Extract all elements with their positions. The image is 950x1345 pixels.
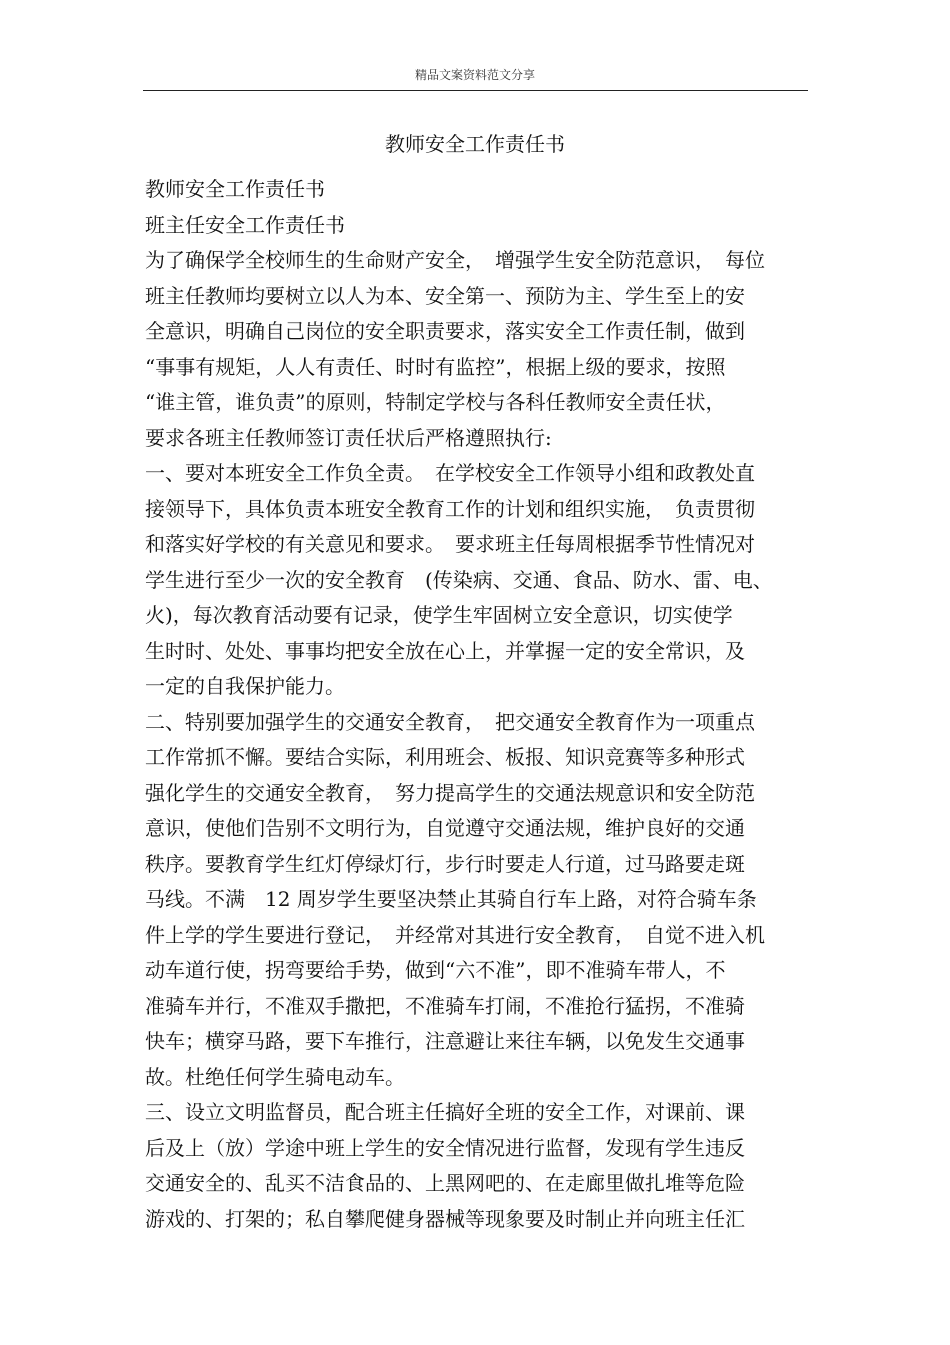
body-line: 全意识，明确自己岗位的安全职责要求，落实安全工作责任制，做到 xyxy=(145,319,745,343)
body-line: 学生进行至少一次的安全教育 (传染病、交通、食品、防水、雷、电、 xyxy=(145,567,773,592)
body-line: “事事有规矩，人人有责任、时时有监控”，根据上级的要求，按照 xyxy=(145,354,726,379)
document-title: 教师安全工作责任书 xyxy=(385,132,565,156)
body-line: 工作常抓不懈。要结合实际，利用班会、板报、知识竞赛等多种形式 xyxy=(145,745,745,769)
body-line: 接领导下，具体负责本班安全教育工作的计划和组织实施， 负责贯彻 xyxy=(145,496,755,521)
header-divider xyxy=(143,90,808,91)
body-line: 件上学的学生要进行登记， 并经常对其进行安全教育， 自觉不进入机 xyxy=(145,922,765,947)
body-line: 交通安全的、乱买不洁食品的、上黑网吧的、在走廊里做扎堆等危险 xyxy=(145,1171,745,1195)
body-line: 要求各班主任教师签订责任状后严格遵照执行: xyxy=(145,425,552,450)
body-line: 三、设立文明监督员，配合班主任搞好全班的安全工作，对课前、课 xyxy=(145,1100,745,1124)
body-line: 动车道行使，拐弯要给手势，做到“六不准”，即不准骑车带人，不 xyxy=(145,958,726,982)
body-line: 准骑车并行，不准双手撒把，不准骑车打闹，不准抢行猛拐，不准骑 xyxy=(145,993,745,1018)
document-body xyxy=(145,172,810,1237)
body-line: 一、要对本班安全工作负全责。 在学校安全工作领导小组和政教处直 xyxy=(145,461,755,485)
body-line: 和落实好学校的有关意见和要求。 要求班主任每周根据季节性情况对 xyxy=(145,532,755,556)
body-line: 生时时、处处、事事均把安全放在心上，并掌握一定的安全常识，及 xyxy=(145,638,745,663)
body-line: 为了确保学全校师生的生命财产安全， 增强学生安全防范意识， 每位 xyxy=(145,248,765,272)
body-line: “谁主管，谁负责”的原则，特制定学校与各科任教师安全责任状， xyxy=(145,390,726,414)
body-line: 快车；横穿马路，要下车推行，注意避让来往车辆，以免发生交通事 xyxy=(145,1029,745,1053)
body-line: 火)，每次教育活动要有记录，使学生牢固树立安全意识，切实使学 xyxy=(145,603,733,627)
body-line: 后及上（放）学途中班上学生的安全情况进行监督，发现有学生违反 xyxy=(145,1135,745,1160)
body-line: 一定的自我保护能力。 xyxy=(145,674,345,698)
body-line: 教师安全工作责任书 xyxy=(145,177,325,201)
body-line: 游戏的、打架的；私自攀爬健身器械等现象要及时制止并向班主任汇 xyxy=(145,1206,745,1231)
body-line: 班主任安全工作责任书 xyxy=(145,212,345,237)
body-line: 马线。不满 12 周岁学生要坚决禁止其骑自行车上路，对符合骑车条 xyxy=(145,887,757,911)
body-line: 二、特别要加强学生的交通安全教育， 把交通安全教育作为一项重点 xyxy=(145,709,755,734)
body-line: 班主任教师均要树立以人为本、安全第一、预防为主、学生至上的安 xyxy=(145,283,745,308)
page-header: 精品文案资料范文分享 xyxy=(414,68,535,82)
body-line: 意识，使他们告别不文明行为，自觉遵守交通法规，维护良好的交通 xyxy=(145,816,745,840)
body-line: 秩序。要教育学生红灯停绿灯行，步行时要走人行道，过马路要走斑 xyxy=(145,851,745,876)
body-line: 故。杜绝任何学生骑电动车。 xyxy=(145,1064,405,1089)
body-line: 强化学生的交通安全教育， 努力提高学生的交通法规意识和安全防范 xyxy=(145,780,755,805)
